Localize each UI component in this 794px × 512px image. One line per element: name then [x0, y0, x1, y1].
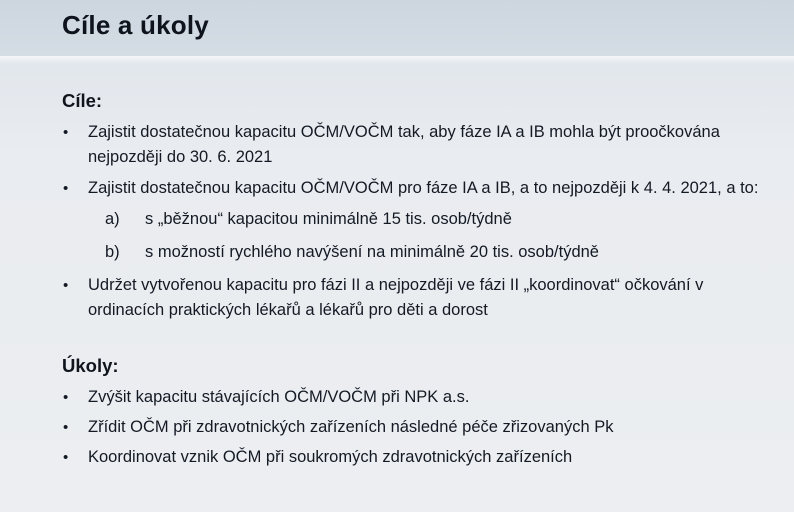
task-item: [62, 385, 762, 410]
bullet-icon: •: [63, 124, 69, 141]
task-item: [62, 445, 762, 470]
goal-subitem: [105, 240, 762, 265]
bullet-icon: •: [63, 180, 69, 197]
task-item: [62, 415, 762, 440]
slide-content: [62, 90, 762, 470]
goal-text: Zajistit dostatečnou kapacitu OČM/VOČM pro fáze IA a IB, a to nejpozději k 4. 4. 2021, a to:: [88, 179, 759, 197]
subitem-label: b): [105, 243, 120, 261]
goal-subitem: [105, 207, 762, 232]
goal-item: [62, 120, 762, 170]
task-text: Zvýšit kapacitu stávajících OČM/VOČM při NPK a.s.: [88, 388, 470, 406]
task-text: Zřídit OČM při zdravotnických zařízeních následné péče zřizovaných Pk: [88, 418, 614, 436]
goal-text: Udržet vytvořenou kapacitu pro fázi II a nejpozději ve fázi II „koordinovat“ očkování v ordinacích praktických lékařů a lékařů pro děti a dorost: [88, 276, 704, 319]
goals-list: [62, 120, 762, 323]
slide-title: Cíle a úkoly: [62, 10, 209, 40]
subitem-text: s možností rychlého navýšení na minimálně 20 tis. osob/týdně: [145, 243, 599, 261]
bullet-icon: •: [63, 389, 69, 406]
tasks-heading: Úkoly:: [62, 355, 119, 376]
goal-sublist: [88, 207, 762, 265]
goals-heading: Cíle:: [62, 90, 103, 111]
tasks-list: [62, 385, 762, 470]
title-bar: [0, 0, 794, 56]
goal-item: [62, 273, 762, 323]
bullet-icon: •: [63, 277, 69, 294]
task-text: Koordinovat vznik OČM při soukromých zdravotnických zařízeních: [88, 448, 573, 466]
title-divider: [0, 56, 794, 64]
bullet-icon: •: [63, 419, 69, 436]
bullet-icon: •: [63, 449, 69, 466]
subitem-label: a): [105, 210, 120, 228]
goal-text: Zajistit dostatečnou kapacitu OČM/VOČM tak, aby fáze IA a IB mohla být proočkována nejpozději do 30. 6. 2021: [88, 123, 720, 166]
subitem-text: s „běžnou“ kapacitou minimálně 15 tis. osob/týdně: [145, 210, 512, 228]
goal-item: [62, 176, 762, 265]
